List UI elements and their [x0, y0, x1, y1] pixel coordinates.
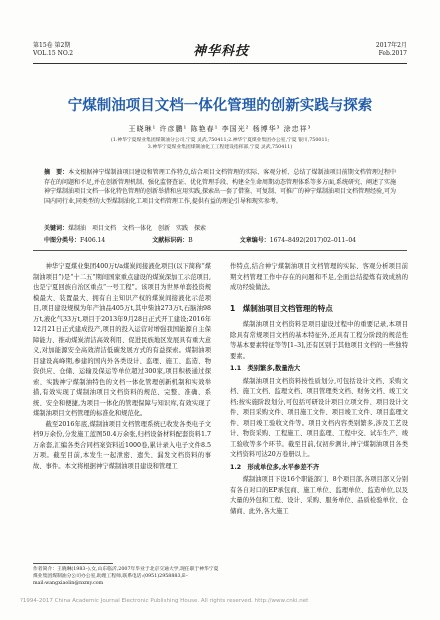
abstract — [44, 168, 396, 206]
article-title: 宁煤制油项目文档一体化管理的创新实践与探索 — [67, 98, 373, 114]
article-value: 1674–8492(2017)02–011–04 — [269, 237, 356, 244]
doc-label: 文献标识码： — [152, 237, 189, 244]
affiliations — [60, 137, 380, 151]
classification-info — [44, 236, 396, 245]
clc-value: F406.14 — [80, 237, 106, 244]
abstract-text: 本文根据神宁煤制油项目建设和管理工作特点,结合项目文档管理的实际、客观分析、总结了煤制油项目前期文档管理过程中存在的问题和不足,并在创新管理机制、强化监督查证、优化管理手段、构建全生命周期动态管理体系等多方面,系统研究、阐述了实施神宁煤制油项目文档一体化特色管理的创新举措和应用实践,探索出一套了借鉴、可复制、可推广的神宁煤制油项目文档管理经验,可为国内同行业,同类型的大型煤制油化工项目文档管理工作,提供有益的理论引导和现实参考。 — [44, 169, 396, 205]
author-footnote: 作者简介：王晓琳(1983–),女,山东临沂,2007年毕业于北京交通大学,现任职于神华宁夏煤业集团煤制油分公司办公室,助理工程师,联系电话:(0951)2958883,E–mail:wangxiaolin@nxmy.com — [33, 567, 219, 586]
body-paragraph: 煤制油项目下设16个职能部门、8个项目部,各项目部又分别有各自对口的EP承包商、施工单位、监理单位、监造单位,以及大量的外包和工程、设计、采购、服务单位、品质检验单位、仓储商、此外,各大施工 — [230, 476, 408, 515]
left-column — [33, 262, 211, 472]
issue-info — [33, 42, 73, 58]
abstract-label: 摘 要： — [44, 169, 69, 176]
clc-label: 中图分类号： — [44, 237, 81, 244]
subsection-heading: 1.1 类别繁多,数量浩大 — [230, 365, 301, 372]
body-paragraph: 神华宁夏煤业集团400万t/a煤炭间接液化项目(以下简称“煤制油项目”)是“十二五”期间国家重点建设的煤炭深加工示范项目,也是宁夏回族自治区重点“一号工程”。该项目为世界单套投资规模最大、装置最大、拥有自主知识产权的煤炭间接液化示范项目,项目建设规模为年产油品405万t,其中柴油273万t,石脑油98万t,液化气33万t,项目于2013年9月28日正式开工建设;2016年12月21日正式建成投产,项目的投入运营对增强我国能源自主保障能力、推动煤炭清洁高效利用、促进民族地区发展具有重大意义,对加能源安全高效清洁低碳发展方式的有益探索。煤制油项目建设高峰期,参建的国内外各类设计、监理、施工、监造、物资供应、仓储、运输及保运等单位超过300家,项目积极通过探索、实践神宁煤制油特色的文档一体化管理创新机制和实效举措,有效实现了煤制油项目文档资料的规范、完整、准确、系统、安全和便捷,为项目一体化的管理保障与知识库,有效实现了煤制油项目文档管理的标准化和规范化。 — [33, 263, 211, 417]
date-info — [376, 42, 407, 58]
header-divider — [33, 250, 407, 251]
clc-number — [44, 236, 105, 245]
footnote-divider — [33, 563, 113, 564]
keywords — [44, 224, 396, 233]
issue-cn: 第15卷 第2期 — [33, 42, 71, 49]
affiliation-line: (1.神华宁夏煤业集团煤制油分公司,宁夏 灵武,750411;2.神华宁夏煤业集团办公室,宁夏 银川,750011; — [110, 138, 330, 143]
document-code — [152, 236, 192, 245]
journal-header — [33, 40, 407, 64]
body-paragraph: 煤制油项目文档资料是项目建设过程中的重要记录,本项目除具有常规项目文档的基本特征外,还具有工程分阶段的规范性等基本要素特征等等[1–3],还有区别于其他项目文档的一些独特要素。 — [230, 321, 408, 360]
author-list: 王晓琳¹ 许彦鹏¹ 陈艳春¹ 李国光² 杨博华³ 涂忠祥³ — [128, 125, 312, 133]
date-cn: 2017年2月 — [375, 42, 407, 49]
article-label: 文章编号： — [239, 237, 270, 244]
journal-logo: 神华科技 — [193, 44, 250, 59]
affiliation-line: 3.神华宁夏煤业集团煤制油化工工程建设指挥部,宁夏 灵武,750411) — [147, 145, 293, 150]
date-en: Feb.2017 — [378, 50, 407, 57]
subsection-heading: 1.2 形成单位多,水平参差不齐 — [230, 463, 320, 471]
section-heading: 1 煤制油项目文档管理的特点 — [230, 303, 333, 313]
cnki-watermark: ?1994-2017 China Academic Journal Electronic Publishing House. All rights reserved. http://www.cnki.net — [20, 598, 309, 604]
body-paragraph: 作特点,结合神宁煤制油项目文档管理的实际、客观分析项目前期文档管理工作中存在的问题和不足,全面总结提炼有效成熟的成功经验做法。 — [230, 263, 408, 291]
doc-value: B — [188, 237, 193, 244]
article-number — [240, 236, 356, 245]
right-column — [230, 262, 408, 517]
body-paragraph: 截至2016年底,煤制油项目文档管理系统已收发各类电子文档9万余份,分发施工蓝图50.4万余张,归档设备材料配套资料1.7万余套,汇编各类合同档案资料近1000卷,累计录入电子文件8.5万项。截至目前,本发生一起泄密、遗失、漏发文档资料的事故、事件。本文将根据神宁煤制油项目建设和管理工 — [33, 420, 211, 470]
keywords-label: 关键词： — [44, 225, 69, 232]
body-paragraph: 煤制油项目文档资料按性质划分,可包括设计文档、采购文档、施工文档、监理文档、项目管理类文档、财务文档、竣工文档;按实施阶段划分,可包括可研设计项目立项文件、项目设计文件、项目采购文件、项目施工文件、项目竣工文件、项目监理文件、项目竣工验收文件等。项目文档内容类别繁多,涉及工艺设计、物资采购、工程施工、项目监理、工程中交、试车生产、竣工验收等多个环节。截至目前,仅初步测计,神宁煤制油项目各类文档资料可达20万卷册以上。 — [230, 377, 408, 458]
issue-en: VOL.15 NO.2 — [33, 50, 74, 57]
keywords-items: 煤制油 项目文档 文档一体化 创新 实践 探索 — [68, 225, 207, 232]
